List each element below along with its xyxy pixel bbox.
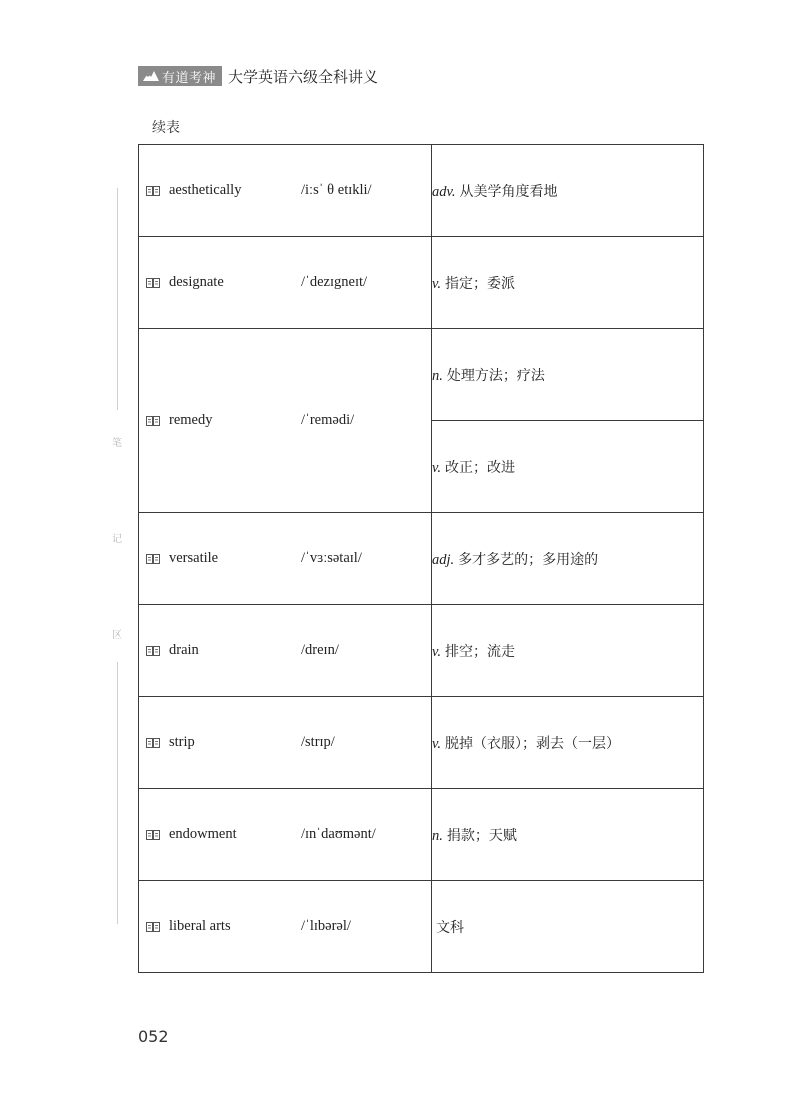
table-row <box>139 145 704 237</box>
word-text: aesthetically <box>169 182 242 198</box>
side-note-char: 记 <box>112 534 122 545</box>
definition-cell <box>432 789 704 881</box>
word-cell <box>139 145 432 237</box>
definition-text: 从美学角度看地 <box>459 183 558 200</box>
brand-badge <box>138 66 222 86</box>
word-text: versatile <box>169 550 219 566</box>
book-icon <box>146 278 162 288</box>
notes-divider-bottom <box>117 662 118 924</box>
book-icon <box>146 186 162 196</box>
definition-text: 处理方法；疗法 <box>446 367 545 384</box>
word-text: designate <box>169 274 224 290</box>
word-cell <box>139 605 432 697</box>
definition-text: 指定；委派 <box>445 275 515 292</box>
word-cell <box>139 329 432 513</box>
side-note-char: 区 <box>112 630 122 641</box>
book-icon <box>146 416 162 426</box>
word-text: strip <box>169 734 195 750</box>
phonetic-text: /ɪnˈdaʊmənt/ <box>301 826 376 842</box>
word-cell <box>139 237 432 329</box>
definition-cell <box>432 329 704 421</box>
phonetic-text: /iːsˈ θ etɪkli/ <box>301 182 372 198</box>
word-text: liberal arts <box>169 918 231 934</box>
continued-label: 续表 <box>152 120 180 136</box>
notes-divider-top <box>117 188 118 410</box>
word-text: drain <box>169 642 199 658</box>
part-of-speech: v. <box>432 275 441 292</box>
page-number: 052 <box>138 1027 169 1046</box>
book-icon <box>146 922 162 932</box>
table-row <box>139 237 704 329</box>
part-of-speech: v. <box>432 643 441 660</box>
phonetic-text: /dreɪn/ <box>301 642 339 658</box>
definition-cell <box>432 237 704 329</box>
word-text: endowment <box>169 826 237 842</box>
phonetic-text: /ˈremədi/ <box>301 412 355 428</box>
book-icon <box>146 646 162 656</box>
table-row <box>139 789 704 881</box>
table-row <box>139 329 704 421</box>
table-row <box>139 605 704 697</box>
phonetic-text: /ˈvɜːsətaɪl/ <box>301 550 362 566</box>
definition-cell <box>432 697 704 789</box>
definition-cell <box>432 513 704 605</box>
part-of-speech: n. <box>432 367 443 384</box>
book-title: 大学英语六级全科讲义 <box>228 67 379 86</box>
part-of-speech: adv. <box>432 183 456 200</box>
word-cell <box>139 513 432 605</box>
definition-text: 排空；流走 <box>445 643 515 660</box>
table-row <box>139 697 704 789</box>
definition-text: 文科 <box>436 919 464 936</box>
phonetic-text: /ˈlɪbərəl/ <box>301 918 351 934</box>
phonetic-text: /strɪp/ <box>301 734 335 750</box>
word-cell <box>139 789 432 881</box>
definition-text: 脱掉（衣服）；剥去（一层） <box>445 735 620 752</box>
definition-text: 改正；改进 <box>445 459 515 476</box>
definition-cell <box>432 881 704 973</box>
book-icon <box>146 554 162 564</box>
part-of-speech: v. <box>432 459 441 476</box>
table-row <box>139 881 704 973</box>
definition-cell <box>432 605 704 697</box>
definition-text: 多才多艺的；多用途的 <box>458 551 599 568</box>
definition-cell <box>432 421 704 513</box>
book-icon <box>146 738 162 748</box>
phonetic-text: /ˈdezɪgneɪt/ <box>301 274 368 290</box>
part-of-speech: n. <box>432 827 443 844</box>
word-cell <box>139 881 432 973</box>
table-row <box>139 513 704 605</box>
vocabulary-table <box>138 144 704 973</box>
brand-logo-icon <box>142 69 160 83</box>
brand-name: 有道考神 <box>162 70 217 86</box>
page-header <box>138 66 378 86</box>
definition-text: 捐款；天赋 <box>446 827 517 844</box>
book-icon <box>146 830 162 840</box>
part-of-speech: adj. <box>432 551 455 568</box>
word-text: remedy <box>169 412 213 428</box>
word-cell <box>139 697 432 789</box>
definition-cell <box>432 145 704 237</box>
part-of-speech: v. <box>432 735 441 752</box>
side-note-char: 笔 <box>112 438 122 449</box>
